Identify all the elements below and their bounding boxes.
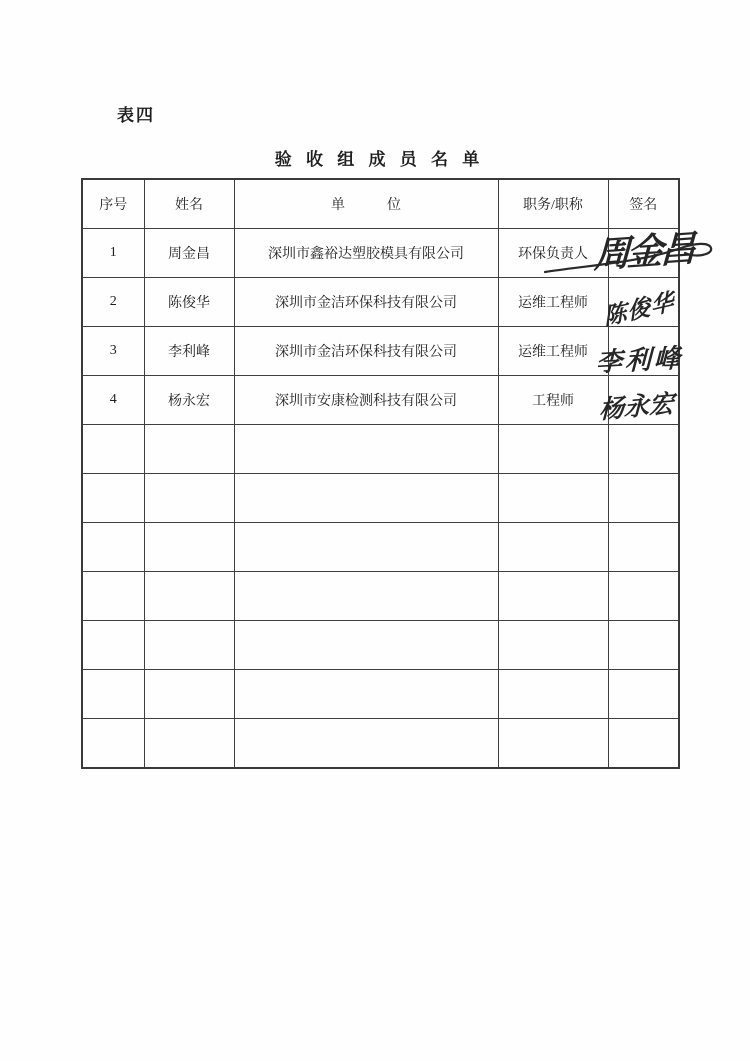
cell-unit [234,621,498,670]
cell-title: 环保负责人 [498,229,608,278]
table-row [82,229,679,278]
cell-signature [608,425,679,474]
cell-unit [234,474,498,523]
table-label: 表四 [117,106,155,125]
cell-name [144,425,234,474]
cell-signature [608,376,679,425]
cell-name: 周金昌 [144,229,234,278]
table-row-empty [82,670,679,719]
cell-signature [608,327,679,376]
cell-title: 运维工程师 [498,278,608,327]
cell-signature [608,523,679,572]
cell-no: 4 [82,376,144,425]
header-name: 姓名 [144,179,234,229]
table-row-empty [82,523,679,572]
member-table [81,178,680,769]
cell-name: 李利峰 [144,327,234,376]
cell-name [144,670,234,719]
cell-signature [608,572,679,621]
table-row [82,376,679,425]
cell-name: 陈俊华 [144,278,234,327]
table-row-empty [82,474,679,523]
cell-no [82,670,144,719]
table-row-empty [82,719,679,769]
signature-row-4: 杨永宏 [598,390,675,425]
table-body [82,229,679,769]
header-no: 序号 [82,179,144,229]
table-row [82,278,679,327]
cell-title: 工程师 [498,376,608,425]
cell-unit: 深圳市鑫裕达塑胶模具有限公司 [234,229,498,278]
cell-name [144,474,234,523]
cell-no [82,523,144,572]
cell-signature [608,719,679,769]
cell-no: 2 [82,278,144,327]
table-row [82,327,679,376]
cell-title [498,572,608,621]
header-signature: 签名 [608,179,679,229]
cell-no: 3 [82,327,144,376]
page-title: 验 收 组 成 员 名 单 [274,150,485,169]
table-row-empty [82,572,679,621]
signature-row-1: 周金昌 [593,228,694,276]
cell-title: 运维工程师 [498,327,608,376]
cell-title [498,523,608,572]
cell-title [498,474,608,523]
cell-name [144,523,234,572]
cell-unit [234,719,498,769]
cell-signature [608,278,679,327]
cell-signature [608,229,679,278]
cell-signature [608,474,679,523]
signature-row-3: 李利峰 [595,343,684,378]
cell-unit [234,670,498,719]
signature-row-2: 陈俊华 [602,288,676,331]
cell-name [144,621,234,670]
header-title: 职务/职称 [498,179,608,229]
cell-signature [608,670,679,719]
cell-no [82,719,144,769]
cell-title [498,425,608,474]
cell-unit: 深圳市金洁环保科技有限公司 [234,278,498,327]
cell-name [144,572,234,621]
cell-no [82,572,144,621]
cell-unit: 深圳市金洁环保科技有限公司 [234,327,498,376]
table-header-row [82,179,679,229]
table-row-empty [82,425,679,474]
table-row-empty [82,621,679,670]
cell-name [144,719,234,769]
cell-unit [234,523,498,572]
cell-name: 杨永宏 [144,376,234,425]
cell-title [498,670,608,719]
cell-title [498,719,608,769]
cell-no [82,425,144,474]
cell-unit [234,425,498,474]
cell-unit [234,572,498,621]
cell-unit: 深圳市安康检测科技有限公司 [234,376,498,425]
header-unit: 单 位 [234,179,498,229]
cell-title [498,621,608,670]
cell-signature [608,621,679,670]
cell-no [82,621,144,670]
cell-no [82,474,144,523]
cell-no: 1 [82,229,144,278]
